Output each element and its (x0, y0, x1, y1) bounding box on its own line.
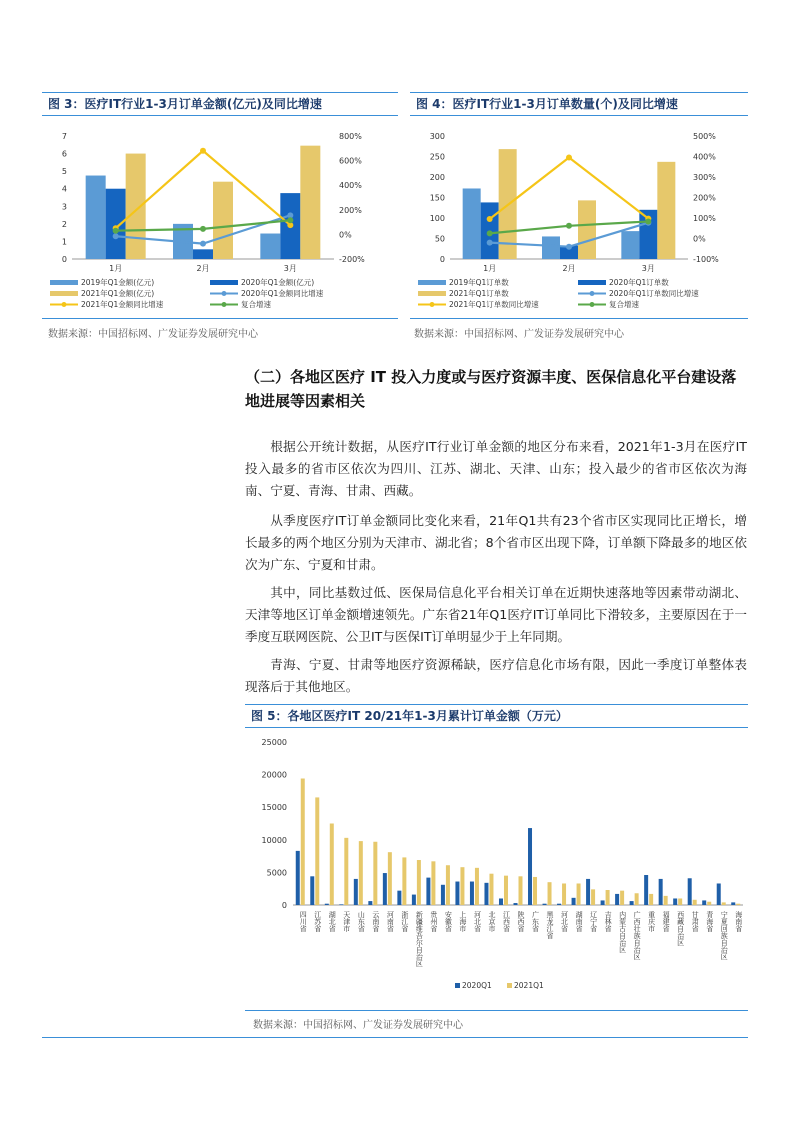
left-tick-label: 2 (61, 219, 67, 229)
legend-label: 2021年Q1金额同比增速 (81, 300, 164, 309)
bar (731, 902, 735, 905)
bar (446, 865, 450, 905)
category-label: 新疆维吾尔自治区 (415, 911, 424, 967)
category-label: 贵州省 (429, 911, 438, 932)
legend-marker (62, 302, 67, 307)
category-label: 辽宁省 (589, 911, 598, 932)
left-tick-label: 50 (434, 234, 445, 244)
category-label: 2月 (196, 264, 210, 273)
category-label: 四川省 (299, 911, 308, 932)
bar (578, 200, 596, 259)
y-tick-label: 10000 (261, 835, 287, 845)
bar (373, 842, 377, 905)
bar (673, 898, 677, 905)
fig4-source: 数据来源：中国招标网、广发证券发展研究中心 (414, 329, 624, 340)
category-label: 陕西省 (517, 911, 525, 932)
y-tick-label: 15000 (261, 803, 287, 813)
bar (470, 882, 474, 905)
paragraph-3: 其中，同比基数过低、医保局信息化平台相关订单在近期快速落地等因素带动湖北、天津等地区订单金额增速领先。广东省21年Q1医疗IT订单同比下滑较多，主要原因在于一季度互联网医院、公卫IT与医保IT订单明显少于上年同期。 (245, 585, 747, 644)
bar (368, 901, 372, 905)
bar (562, 883, 566, 905)
y-tick-label: 20000 (261, 770, 287, 780)
bar (310, 876, 314, 905)
category-label: 安徽省 (444, 911, 453, 932)
fig3-title: 图 3：医疗IT行业1-3月订单金额(亿元)及同比增速 (42, 92, 398, 116)
bar (475, 868, 479, 905)
legend-swatch (418, 280, 446, 285)
bar (499, 898, 503, 905)
bar (455, 882, 459, 905)
series-point (645, 218, 651, 224)
bar (543, 904, 547, 905)
category-label: 3月 (641, 264, 655, 273)
bar (557, 904, 561, 905)
legend-label: 2021年Q1金额(亿元) (81, 289, 155, 298)
series-point (113, 228, 119, 234)
category-label: 河北省 (560, 911, 569, 932)
category-label: 河北省 (473, 911, 482, 932)
category-label: 上海市 (458, 911, 467, 932)
right-tick-label: -200% (339, 255, 365, 264)
right-tick-label: 500% (693, 132, 716, 141)
bar (528, 828, 532, 905)
category-label: 吉林省 (604, 911, 613, 932)
bar (402, 857, 406, 905)
legend-marker (222, 291, 227, 296)
bar (463, 188, 481, 259)
bar (548, 882, 552, 905)
left-tick-label: 100 (429, 214, 445, 223)
bar (649, 894, 653, 905)
category-label: 青海省 (705, 911, 714, 932)
series-point (113, 233, 119, 239)
category-label: 天津市 (342, 911, 351, 932)
y-tick-label: 5000 (266, 868, 287, 878)
bar (620, 891, 624, 905)
right-tick-label: 0% (693, 234, 706, 244)
bar (339, 904, 343, 905)
category-label: 1月 (483, 264, 497, 273)
bar (707, 902, 711, 905)
category-label: 海南省 (734, 911, 743, 932)
fig3-source: 数据来源：中国招标网、广发证券发展研究中心 (48, 329, 258, 340)
bar (431, 861, 435, 905)
series-point (200, 148, 206, 154)
bar (441, 885, 445, 905)
bar (644, 875, 648, 905)
legend-label: 2021Q1 (514, 981, 544, 990)
bar (325, 904, 329, 905)
bar (533, 877, 537, 905)
bar (354, 879, 358, 905)
bar (678, 898, 682, 905)
right-tick-label: 600% (339, 156, 362, 166)
left-tick-label: 300 (429, 132, 445, 141)
bar (388, 852, 392, 905)
paragraph-2: 从季度医疗IT订单金额同比变化来看，21年Q1共有23个省市区实现同比正增长，增长最多的两个地区分别为天津市、湖北省；8个省市区出现下降，订单额下降最多的地区依次为广东、宁夏和甘肃。 (245, 513, 747, 572)
bar (615, 894, 619, 905)
bar (213, 182, 233, 259)
left-tick-label: 0 (61, 255, 67, 264)
bar (601, 900, 605, 905)
left-tick-label: 0 (439, 255, 445, 264)
legend-label: 2020年Q1订单数 (609, 278, 669, 287)
paragraph-4: 青海、宁夏、甘肃等地医疗资源稀缺，医疗信息化市场有限，因此一季度订单整体表现落后于其他地区。 (245, 657, 747, 694)
category-label: 3月 (283, 264, 297, 273)
series-point (566, 155, 572, 161)
fig5-source: 数据来源：中国招标网、广发证券发展研究中心 (253, 1020, 463, 1031)
fig5-chart (245, 732, 748, 1010)
left-tick-label: 7 (61, 132, 67, 141)
bar (397, 891, 401, 905)
fig3-chart (42, 122, 398, 318)
right-tick-label: 0% (339, 230, 352, 240)
left-tick-label: 250 (429, 152, 445, 162)
legend-label: 2019年Q1金额(亿元) (81, 278, 155, 287)
bar (260, 234, 280, 259)
right-tick-label: 400% (693, 152, 716, 162)
right-tick-label: 400% (339, 181, 362, 191)
bar (519, 876, 523, 905)
bar (383, 873, 387, 905)
bar (717, 883, 721, 905)
category-label: 湖南省 (575, 911, 584, 932)
series-point (200, 226, 206, 232)
fig4-title: 图 4：医疗IT行业1-3月订单数量(个)及同比增速 (410, 92, 748, 116)
left-tick-label: 150 (429, 193, 445, 203)
legend-label: 2020年Q1金额(亿元) (241, 278, 315, 287)
legend-swatch (50, 280, 78, 285)
category-label: 1月 (109, 264, 123, 273)
bar (577, 883, 581, 905)
bar (664, 896, 668, 905)
bar (657, 162, 675, 259)
series-point (566, 223, 572, 229)
legend-swatch (507, 983, 512, 988)
bar (106, 189, 126, 259)
legend-swatch (210, 280, 238, 285)
section-heading: （二）各地区医疗 IT 投入力度或与医疗资源丰度、医保信息化平台建设落地进展等因素相关 (245, 368, 737, 410)
category-label: 河南省 (386, 911, 395, 932)
bar (359, 841, 363, 905)
bar (426, 878, 430, 905)
legend-marker (590, 291, 595, 296)
bar (86, 176, 106, 259)
category-label: 宁夏回族自治区 (720, 911, 729, 960)
series-point (487, 230, 493, 236)
bar (630, 901, 634, 905)
bar (572, 898, 576, 905)
bar (736, 904, 740, 905)
bar (586, 879, 590, 905)
legend-swatch (418, 291, 446, 296)
left-tick-label: 5 (61, 167, 67, 177)
category-label: 甘肃省 (691, 911, 700, 932)
bar (300, 146, 320, 259)
right-tick-label: 300% (693, 173, 716, 182)
bar (193, 249, 213, 259)
bar (606, 890, 610, 905)
bar (412, 895, 416, 905)
series-point (566, 244, 572, 250)
right-tick-label: 200% (693, 193, 716, 203)
category-label: 云南省 (371, 911, 380, 932)
series-point (287, 217, 293, 223)
category-label: 江苏省 (313, 911, 322, 932)
legend-label: 2020年Q1订单数同比增速 (609, 289, 699, 298)
category-label: 内蒙古自治区 (618, 911, 627, 953)
legend-marker (590, 302, 595, 307)
bar (621, 231, 639, 259)
category-label: 湖北省 (328, 911, 337, 932)
footer-rule (42, 1037, 748, 1038)
y-tick-label: 0 (281, 901, 287, 910)
bar (722, 902, 726, 905)
category-label: 广东省 (531, 911, 540, 932)
legend-marker (430, 302, 435, 307)
legend-label: 2020Q1 (462, 981, 492, 990)
left-tick-label: 200 (429, 173, 445, 182)
left-tick-label: 4 (61, 184, 67, 194)
left-tick-label: 3 (61, 202, 67, 212)
right-tick-label: -100% (693, 255, 719, 264)
right-tick-label: 200% (339, 205, 362, 215)
right-tick-label: 800% (339, 132, 362, 141)
bar (514, 903, 518, 905)
category-label: 重庆市 (647, 911, 656, 932)
bar (417, 860, 421, 905)
category-label: 2月 (562, 264, 576, 273)
bar (460, 867, 464, 905)
legend-label: 复合增速 (609, 300, 639, 309)
legend-swatch (50, 291, 78, 296)
category-label: 北京市 (487, 911, 496, 932)
bar (489, 874, 493, 905)
category-label: 西藏自治区 (676, 911, 685, 946)
legend-swatch (578, 280, 606, 285)
series-point (487, 240, 493, 246)
category-label: 江西省 (502, 911, 511, 932)
series-point (487, 216, 493, 222)
bar (702, 900, 706, 905)
legend-swatch (455, 983, 460, 988)
bar (542, 236, 560, 259)
category-label: 浙江省 (400, 911, 409, 932)
bar (315, 797, 319, 905)
bar (688, 878, 692, 905)
legend-label: 2021年Q1订单数同比增速 (449, 300, 539, 309)
legend-label: 2020年Q1金额同比增速 (241, 289, 324, 298)
y-tick-label: 25000 (261, 738, 287, 747)
bar (126, 154, 146, 259)
bar (301, 779, 305, 905)
paragraph-1: 根据公开统计数据，从医疗IT行业订单金额的地区分布来看，2021年1-3月在医疗IT投入最多的省市区依次为四川、江苏、湖北、天津、山东；投入最少的省市区依次为海南、宁夏、青海、甘肃、西藏。 (245, 439, 747, 498)
left-tick-label: 6 (61, 149, 67, 159)
right-tick-label: 100% (693, 214, 716, 223)
legend-marker (222, 302, 227, 307)
category-label: 福建省 (662, 911, 671, 932)
bar (484, 883, 488, 905)
bar (330, 824, 334, 906)
legend-label: 2019年Q1订单数 (449, 278, 509, 287)
category-label: 黑龙江省 (546, 911, 555, 939)
bar (693, 900, 697, 905)
left-tick-label: 1 (61, 237, 67, 247)
legend-label: 2021年Q1订单数 (449, 289, 509, 298)
category-label: 山东省 (357, 911, 366, 932)
legend-label: 复合增速 (241, 300, 271, 309)
bar (635, 893, 639, 905)
series-point (200, 241, 206, 247)
fig4-chart (410, 122, 748, 318)
bar (591, 889, 595, 905)
fig5-title: 图 5：各地区医疗IT 20/21年1-3月累计订单金额（万元） (245, 704, 748, 728)
bar (659, 879, 663, 905)
bar (344, 838, 348, 905)
bar (296, 851, 300, 905)
category-label: 广西壮族自治区 (633, 911, 642, 960)
bar (504, 876, 508, 905)
